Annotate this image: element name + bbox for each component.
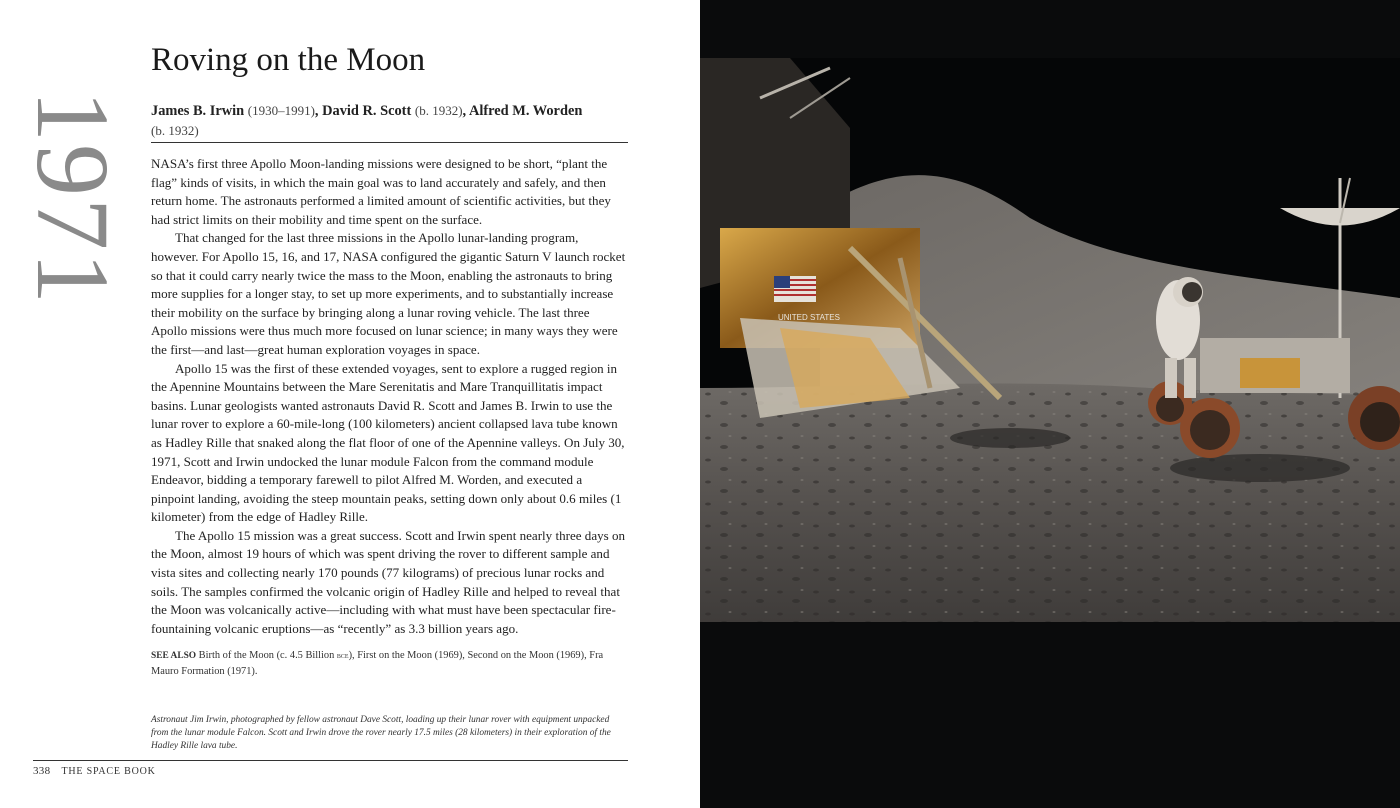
- title-divider: [151, 142, 628, 143]
- author-separator: ,: [314, 103, 323, 119]
- paragraph: Apollo 15 was the first of these extended voyages, sent to explore a rugged region in the Apennine Mountains between the Mare Serenitatis and Mare Tranquillitatis impact basins. Lunar geologists wanted astronauts David R. Scott and James B. Irwin to use the lunar rover to explore a 60-mile-long (100 kilometers) ancient collapsed lava tube known as Hadley Rille that snaked along the flat floor of one of the Apennine valleys. On July 30, 1971, Scott and Irwin undocked the lunar module Falcon from the command module Endeavor, bidding a temporary farewell to pilot Alfred M. Worden, and executed a pinpoint landing, avoiding the steep mountain peaks, setting down only about 0.6 miles (1 kilometer) from the edge of Hadley Rille.: [151, 360, 625, 525]
- page-title: Roving on the Moon: [151, 42, 426, 78]
- paragraph: NASA’s first three Apollo Moon-landing missions were designed to be short, “plant the flag” kinds of visits, in which the main goal was to land accurately and safely, and then return home. The astronauts performed a limited amount of scientific activities, but they had strict limits on their mobility and time spent on the surface.: [151, 156, 611, 227]
- lunar-rover-photo: [700, 58, 1400, 622]
- author-dates: (b. 1932): [151, 123, 199, 138]
- paragraph: The Apollo 15 mission was a great success. Scott and Irwin spent nearly three days on the Moon, almost 19 hours of which was spent driving the rover to different sample and vista sites and collecting nearly 170 pounds (77 kilograms) of precious lunar rocks and soils. The samples confirmed the volcanic origin of Hadley Rille and helped to reveal that the Moon was volcanically active—including with what must have been spectacular fire-fountaining volcanic eruptions—as “recently” as 3.3 billion years ago.: [151, 527, 626, 636]
- page-number: 338: [33, 765, 51, 777]
- see-also-text: ), First on the Moon (1969), Second on the Moon (1969), Fra Mauro Formation (1971).: [151, 650, 604, 677]
- author-dates: (1930–1991): [247, 103, 315, 118]
- footer-divider: [33, 760, 628, 761]
- author-name: David R. Scott: [322, 103, 412, 119]
- see-also-era: bce: [336, 650, 349, 660]
- author-separator: ,: [462, 103, 469, 119]
- shadow: [950, 428, 1070, 448]
- photo-caption: Astronaut Jim Irwin, photographed by fellow astronaut Dave Scott, loading up their lunar rover with equipment unpacked from the lunar module Falcon. Scott and Irwin drove the rover nearly 17.5 miles (28 kilometers) in their exploration of the Hadley Rille lava tube.: [151, 715, 611, 751]
- right-page: [700, 0, 1400, 808]
- see-also-label: SEE ALSO: [151, 651, 197, 661]
- paragraph: That changed for the last three missions in the Apollo lunar-landing program, however. For Apollo 15, 16, and 17, NASA configured the gigantic Saturn V launch rocket so that it could carry nearly twice the mass to the Moon, enabling the astronauts to bring more supplies for a longer stay, to set up more experiments, and to substantially increase their mobility on the surface by bringing along a lunar roving vehicle. The last three Apollo missions were thus much more focused on lunar science; in many ways they were the first—and last—great human exploration voyages in space.: [151, 230, 626, 357]
- flag-text: UNITED STATES: [778, 313, 840, 322]
- author-dates: (b. 1932): [414, 103, 463, 118]
- rover-shadow: [1170, 454, 1350, 482]
- see-also: [151, 648, 627, 679]
- page-footer: [33, 765, 156, 777]
- author-name: James B. Irwin: [151, 103, 245, 119]
- photo-illustration: [700, 58, 1400, 622]
- author-name: Alfred M. Worden: [468, 103, 583, 119]
- see-also-text: Birth of the Moon (c. 4.5 Billion: [196, 650, 337, 661]
- book-title: THE SPACE BOOK: [61, 766, 156, 777]
- article-body: [151, 155, 627, 638]
- authors-line: [151, 101, 627, 141]
- year-label: 1971: [15, 90, 130, 306]
- regolith-rocks: [700, 388, 1400, 622]
